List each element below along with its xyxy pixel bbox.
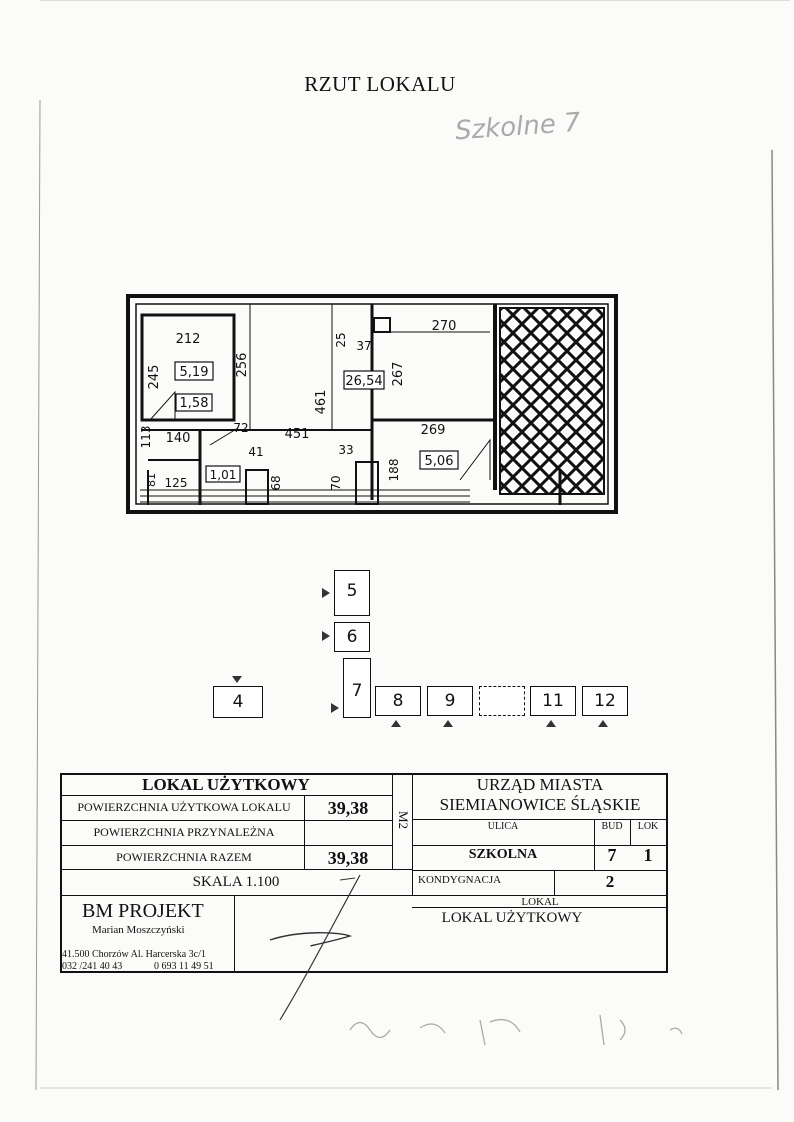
dim-25: 25 [334, 332, 348, 348]
usable-area-value: 39,38 [327, 798, 369, 818]
title-heading: LOKAL UŻYTKOWY [142, 775, 310, 794]
bud-label: BUD [601, 821, 623, 832]
floor-box-9: 9 [427, 686, 473, 716]
dim-269: 269 [420, 423, 446, 438]
dim-256: 256 [235, 352, 250, 378]
floor-box-6: 6 [334, 622, 370, 652]
street-label: ULICA [487, 821, 519, 832]
company-author: Marian Moszczyński [92, 924, 185, 936]
bottom-scribble [330, 1000, 730, 1060]
bud-value: 7 [607, 845, 617, 865]
company-name: BM PROJEKT [82, 900, 204, 922]
ancillary-area-label: POWIERZCHNIA PRZYNALEŻNA [93, 825, 275, 839]
company-phone-2: 0 693 11 49 51 [154, 961, 214, 972]
dim-140: 140 [165, 431, 191, 446]
street-value: SZKOLNA [468, 847, 538, 862]
dim-125: 125 [164, 476, 188, 490]
dim-81: 81 [145, 473, 158, 487]
floor-marker-6-icon [322, 631, 330, 641]
floor-box-empty [479, 686, 525, 716]
dim-212: 212 [175, 332, 201, 347]
total-area-value: 39,38 [327, 848, 369, 868]
dim-188: 188 [387, 458, 401, 482]
storey-label: KONDYGNACJA [418, 874, 502, 886]
dim-270: 270 [431, 319, 457, 334]
floor-marker-12-icon [598, 720, 608, 727]
dim-68: 68 [269, 475, 283, 491]
dim-72: 72 [233, 421, 249, 435]
dim-113: 113 [139, 425, 153, 449]
dim-461: 461 [314, 389, 329, 415]
office-line-1: URZĄD MIASTA [476, 775, 604, 794]
floor-box-8: 8 [375, 686, 421, 716]
floor-marker-11-icon [546, 720, 556, 727]
hatched-area [500, 308, 604, 494]
area-26-54: 26,54 [345, 374, 383, 389]
dim-70: 70 [329, 475, 343, 491]
handwritten-note: Szkolne 7 [454, 107, 582, 147]
page-title: RZUT LOKALU [304, 72, 456, 96]
office-line-2: SIEMIANOWICE ŚLĄSKIE [439, 795, 641, 814]
usable-area-label: POWIERZCHNIA UŻYTKOWA LOKALU [77, 800, 291, 814]
dim-37: 37 [356, 339, 372, 353]
floor-box-7: 7 [343, 658, 371, 718]
floor-box-4: 4 [213, 686, 263, 718]
lok-value: 1 [643, 845, 653, 865]
total-area-label: POWIERZCHNIA RAZEM [116, 850, 252, 864]
floor-box-11: 11 [530, 686, 576, 716]
dim-41: 41 [248, 445, 264, 459]
area-1-58: 1,58 [179, 396, 209, 411]
scale-label: SKALA 1.100 [192, 874, 280, 890]
dim-451: 451 [284, 427, 310, 442]
floor-box-12: 12 [582, 686, 628, 716]
lok-label: LOK [637, 821, 659, 832]
company-phone-1: 032 /241 40 43 [62, 961, 123, 972]
area-5-19: 5,19 [179, 365, 209, 380]
area-1-01: 1,01 [209, 468, 237, 482]
dim-245: 245 [147, 364, 162, 390]
floor-marker-4-icon [232, 676, 242, 683]
floor-marker-7-icon [331, 703, 339, 713]
floor-plan [0, 0, 794, 560]
floor-marker-9-icon [443, 720, 453, 727]
premises-label: LOKAL [521, 896, 559, 908]
floor-box-5: 5 [334, 570, 370, 616]
storey-value: 2 [605, 872, 615, 891]
floor-marker-8-icon [391, 720, 401, 727]
premises-value: LOKAL UŻYTKOWY [441, 910, 583, 926]
dim-267: 267 [391, 361, 406, 387]
area-5-06: 5,06 [424, 454, 454, 469]
company-address: 41.500 Chorzów Al. Harcerska 3c/1 [62, 949, 206, 960]
unit-code: M2 [396, 811, 411, 830]
dim-33: 33 [338, 443, 354, 457]
floor-marker-5-icon [322, 588, 330, 598]
